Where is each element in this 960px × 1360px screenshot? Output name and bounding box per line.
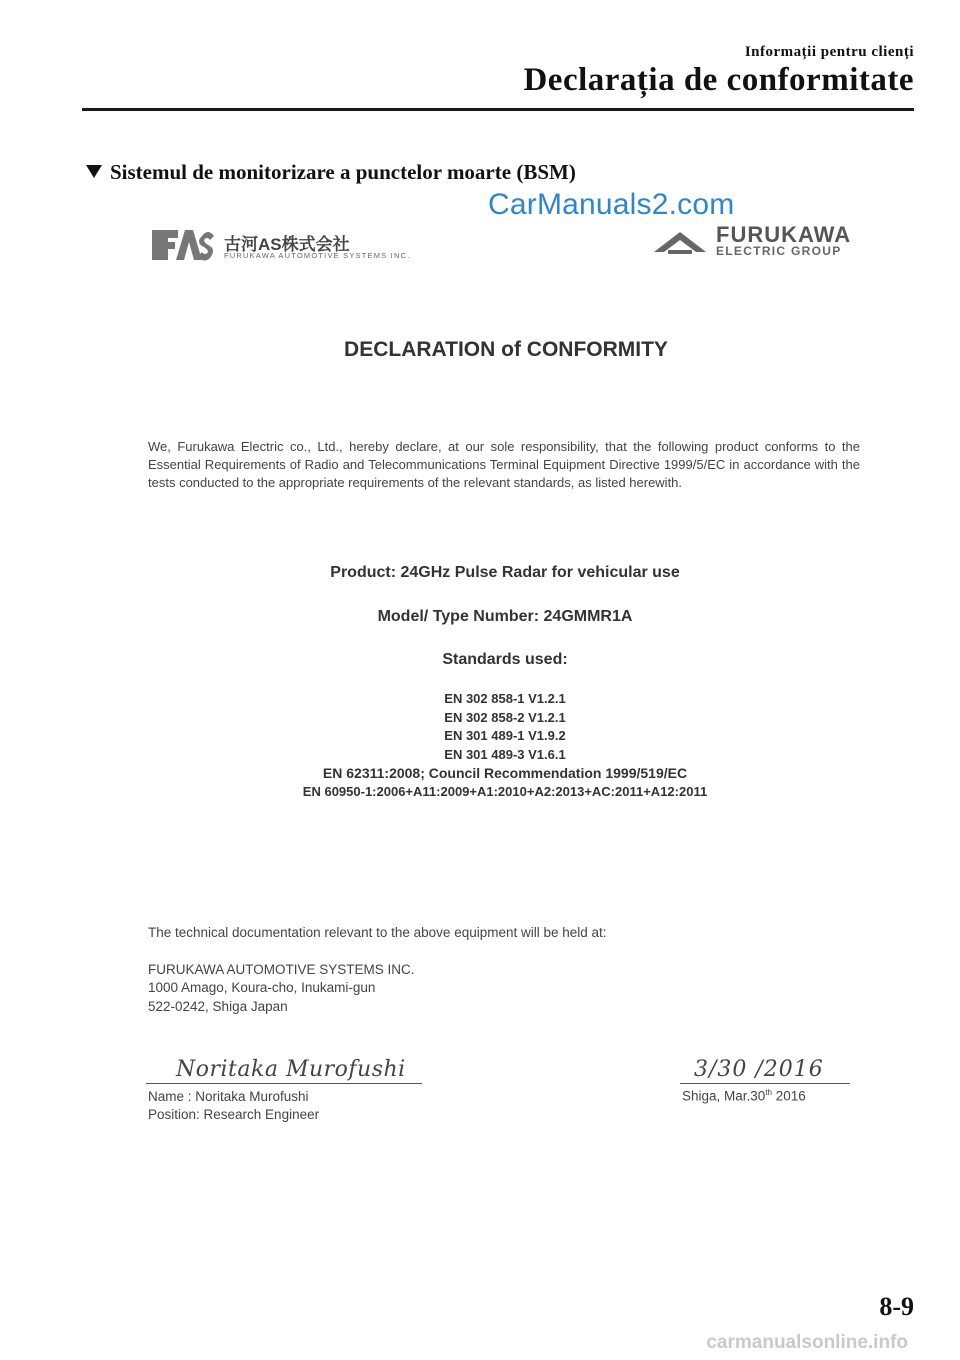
signatory-name: Name : Noritaka Murofushi <box>148 1089 309 1104</box>
address-line: 1000 Amago, Koura-cho, Inukami-gun <box>148 980 376 996</box>
address-line: 522-0242, Shiga Japan <box>148 998 288 1014</box>
standard-item: EN 302 858-2 V1.2.1 <box>444 709 566 725</box>
techdoc-statement: The technical documentation relevant to the above equipment will be held at: <box>148 925 607 940</box>
page-number: 8-9 <box>879 1292 914 1321</box>
section-heading <box>86 160 576 185</box>
watermark-bottom: carmanualsonline.info <box>706 1332 908 1353</box>
company-japanese-name: 古河AS株式会社 <box>224 235 350 254</box>
section-label: Informații pentru clienți <box>744 44 914 60</box>
address-line: FURUKAWA AUTOMOTIVE SYSTEMS INC. <box>148 962 415 977</box>
place-and-date: Shiga, Mar.30th 2016 <box>682 1088 806 1104</box>
declaration-intro: We, Furukawa Electric co., Ltd., hereby declare, at our sole responsibility, that the following product conforms to the Essential Requirements of Radio and Telecommunications Terminal Equipment Directive 1999/5/EC in accordance with the tests conducted to the appropriate requirements of the relevant standards, as listed herewith. <box>148 439 860 491</box>
furukawa-electric-logo-icon <box>652 230 708 256</box>
company-english-name: FURUKAWA AUTOMOTIVE SYSTEMS INC. <box>224 251 411 260</box>
model-line: Model/ Type Number: 24GMMR1A <box>377 608 633 625</box>
standard-item: EN 301 489-3 V1.6.1 <box>444 746 566 762</box>
handwritten-date: 3/30 /2016 <box>694 1057 824 1082</box>
company-address <box>148 961 415 1016</box>
standard-item: EN 301 489-1 V1.9.2 <box>444 728 566 743</box>
declaration-title: DECLARATION of CONFORMITY <box>344 338 668 361</box>
triangle-bullet-icon <box>86 165 102 178</box>
standard-item: EN 62311:2008; Council Recommendation 1999/519/EC <box>322 765 688 781</box>
date-line <box>680 1083 850 1084</box>
standards-heading: Standards used: <box>442 651 568 668</box>
standards-list <box>0 690 960 801</box>
furukawa-brand-name: FURUKAWA <box>716 222 852 247</box>
signatory-block <box>148 1088 319 1125</box>
handwritten-signature: Noritaka Murofushi <box>176 1057 406 1082</box>
fas-logo-icon <box>152 226 214 264</box>
signature-line <box>146 1083 422 1084</box>
page-title: Declarația de conformitate <box>523 62 914 98</box>
header-rule <box>82 108 914 111</box>
electric-group-label: ELECTRIC GROUP <box>716 244 842 258</box>
signatory-position: Position: Research Engineer <box>148 1107 320 1123</box>
watermark-top: CarManuals2.com <box>488 188 735 221</box>
standard-item: EN 302 858-1 V1.2.1 <box>444 691 566 706</box>
section-heading-text: Sistemul de monitorizare a punctelor moarte (BSM) <box>110 160 576 184</box>
product-line: Product: 24GHz Pulse Radar for vehicular use <box>330 564 680 581</box>
standard-item: EN 60950-1:2006+A11:2009+A1:2010+A2:2013+AC:2011+A12:2011 <box>302 783 708 799</box>
